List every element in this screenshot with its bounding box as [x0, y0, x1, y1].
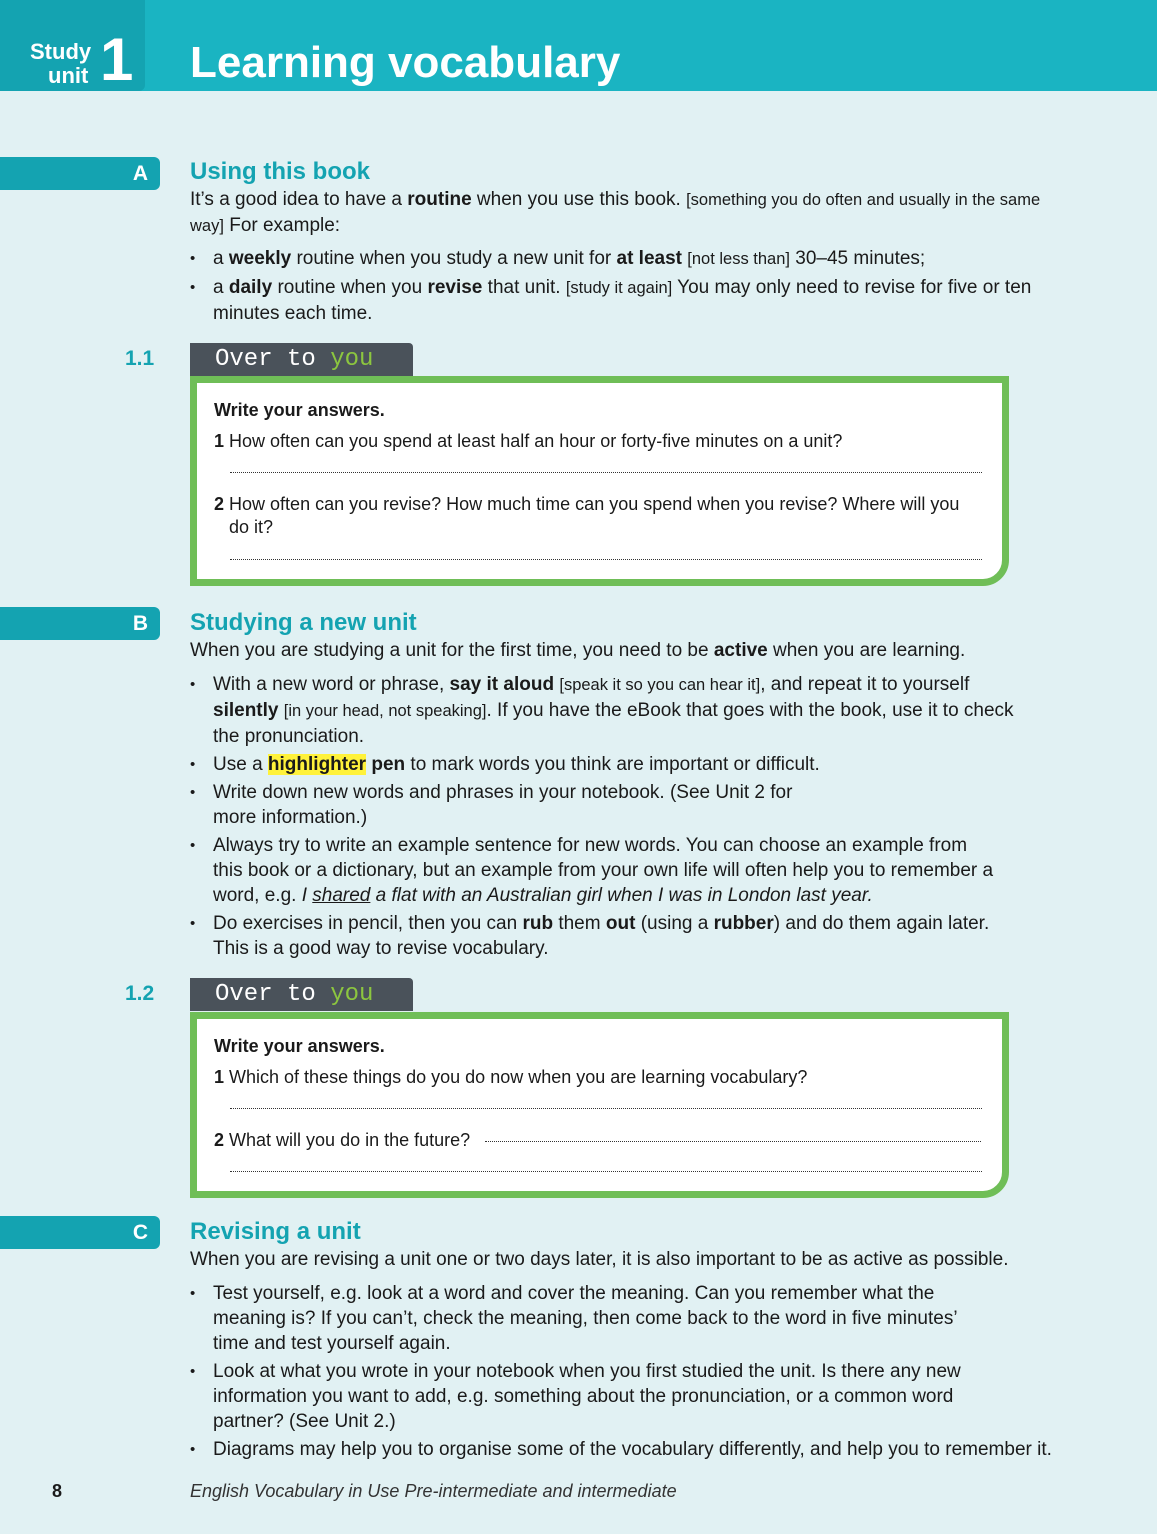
key-term: pen — [371, 754, 406, 775]
text: routine when you study a new unit for — [291, 248, 617, 269]
question — [214, 1129, 470, 1152]
section-a-intro — [190, 187, 1050, 239]
key-term: silently — [213, 700, 279, 721]
list-item: • Look at what you wrote in your notebook when you first studied the unit. Is there any new information you want to add, e.g. something about the pronunciation, or a common word partner? (See Unit 2.) — [190, 1359, 1010, 1434]
example-text: I — [301, 885, 313, 906]
question — [214, 493, 984, 539]
over-to-text: Over to — [215, 981, 331, 1008]
unit-tab — [0, 0, 145, 91]
list-item: • Test yourself, e.g. look at a word and cover the meaning. Can you remember what the meaning is? If you can’t, check the meaning, then come back to the word in five minutes’ time and test yourself again. — [190, 1281, 990, 1356]
question — [214, 1066, 984, 1089]
text: ) and do them again later. This is a good way to revise vocabulary. — [213, 913, 990, 959]
list-item — [190, 833, 1000, 908]
section-a-title: Using this book — [190, 158, 370, 185]
exercise-number: 1.1 — [125, 347, 155, 370]
text: a — [213, 277, 229, 298]
text: When you are studying a unit for the first time, you need to be — [190, 640, 714, 661]
key-term: at least — [616, 248, 682, 269]
key-term: rub — [522, 913, 554, 934]
over-to-you-tab — [190, 978, 413, 1011]
text: when you are learning. — [767, 640, 966, 661]
list-item — [190, 275, 1050, 326]
text: a — [213, 248, 229, 269]
key-term: daily — [228, 277, 273, 298]
section-c-label: C — [0, 1216, 160, 1249]
example-key-word: shared — [312, 885, 371, 906]
highlighted-term: highlighter — [267, 754, 367, 775]
you-text: you — [330, 981, 374, 1008]
question-number: 1 — [214, 1067, 225, 1087]
unit-label-study: Study — [30, 39, 92, 64]
gloss: [not less than] — [687, 250, 790, 268]
question-text: How often can you revise? How much time can you spend when you revise? Where will you do it? — [229, 494, 960, 537]
text: With a new word or phrase, — [213, 674, 450, 695]
section-b-title: Studying a new unit — [190, 609, 417, 636]
text: . If you have the eBook that goes with the book, use it to check the pronunciation. — [213, 700, 1014, 747]
question-text: What will you do in the future? — [229, 1130, 471, 1150]
text: You may only need to revise for five or ten minutes each time. — [213, 277, 1032, 324]
text: routine when you — [272, 277, 428, 298]
section-a-label: A — [0, 157, 160, 190]
text: 30–45 minutes; — [790, 248, 926, 269]
list-item — [190, 780, 820, 830]
question-number: 2 — [214, 1130, 225, 1150]
book-title: English Vocabulary in Use Pre-intermediate and intermediate — [190, 1481, 677, 1501]
key-term: out — [605, 913, 636, 934]
over-to-you-tab — [190, 343, 413, 376]
you-text: you — [330, 346, 374, 373]
key-term: revise — [427, 277, 483, 298]
question-text: How often can you spend at least half an hour or forty-five minutes on a unit? — [229, 431, 843, 451]
text: For example: — [223, 215, 341, 236]
list-item — [190, 911, 1020, 961]
page-title: Learning vocabulary — [190, 38, 621, 87]
list-item: • Diagrams may help you to organise some of the vocabulary differently, and help you to remember it. — [190, 1437, 1090, 1462]
key-term: say it aloud — [449, 674, 555, 695]
unit-number: 1 — [100, 26, 134, 93]
text: to mark words you think are important or difficult. — [405, 754, 820, 775]
section-b-label: B — [0, 607, 160, 640]
page-number: 8 — [52, 1481, 63, 1501]
answer-line[interactable] — [230, 559, 982, 560]
gloss: [study it again] — [565, 279, 673, 297]
gloss: [in your head, not speaking] — [283, 702, 487, 720]
text: them — [553, 913, 606, 934]
section-c-title: Revising a unit — [190, 1218, 361, 1245]
key-term: rubber — [713, 913, 774, 934]
gloss: [speak it so you can hear it] — [559, 676, 761, 694]
text: Do exercises in pencil, then you can — [213, 913, 523, 934]
text: Use a — [213, 754, 268, 775]
over-to-text: Over to — [215, 346, 331, 373]
question — [214, 430, 984, 453]
key-term: active — [713, 640, 768, 661]
answer-line[interactable] — [230, 472, 982, 473]
exercise-number: 1.2 — [125, 982, 155, 1005]
list-item — [190, 672, 1020, 749]
exercise-box — [190, 376, 1009, 586]
exercise-instruction: Write your answers. — [214, 400, 385, 420]
answer-line[interactable] — [485, 1141, 981, 1142]
section-a-bullets — [190, 246, 1050, 329]
unit-header-bar — [0, 0, 1157, 91]
text: that unit. — [482, 277, 566, 298]
section-b-bullets — [190, 672, 1020, 964]
question-number: 1 — [214, 431, 225, 451]
text: Write down new words and phrases in your notebook. (See Unit 2 for more information.) — [213, 782, 793, 828]
exercise-box — [190, 1012, 1009, 1198]
example-text: a flat with an Australian girl when I was in London last year. — [370, 885, 873, 906]
answer-line[interactable] — [230, 1171, 982, 1172]
question-number: 2 — [214, 494, 225, 514]
section-c-intro: When you are revising a unit one or two days later, it is also important to be as active as possible. — [190, 1249, 1009, 1270]
list-item — [190, 752, 1020, 777]
text: (using a — [635, 913, 714, 934]
key-term: weekly — [228, 248, 292, 269]
text: Always try to write an example sentence for new words. You can choose an example from this book or a dictionary, but an example from your own life will often help you to remember a word, e.g. — [213, 835, 994, 906]
list-item — [190, 246, 1050, 272]
section-b-intro — [190, 638, 1050, 663]
gloss: [something you do often and usually in the same way] — [190, 191, 1041, 235]
unit-label-unit: unit — [48, 63, 89, 88]
exercise-instruction: Write your answers. — [214, 1036, 385, 1056]
key-term: routine — [407, 189, 472, 210]
section-c-bullets — [190, 1281, 1090, 1465]
text: when you use this book. — [471, 189, 687, 210]
question-text: Which of these things do you do now when you are learning vocabulary? — [229, 1067, 808, 1087]
text: It’s a good idea to have a — [190, 189, 408, 210]
text: , and repeat it to yourself — [760, 674, 970, 695]
answer-line[interactable] — [230, 1108, 982, 1109]
